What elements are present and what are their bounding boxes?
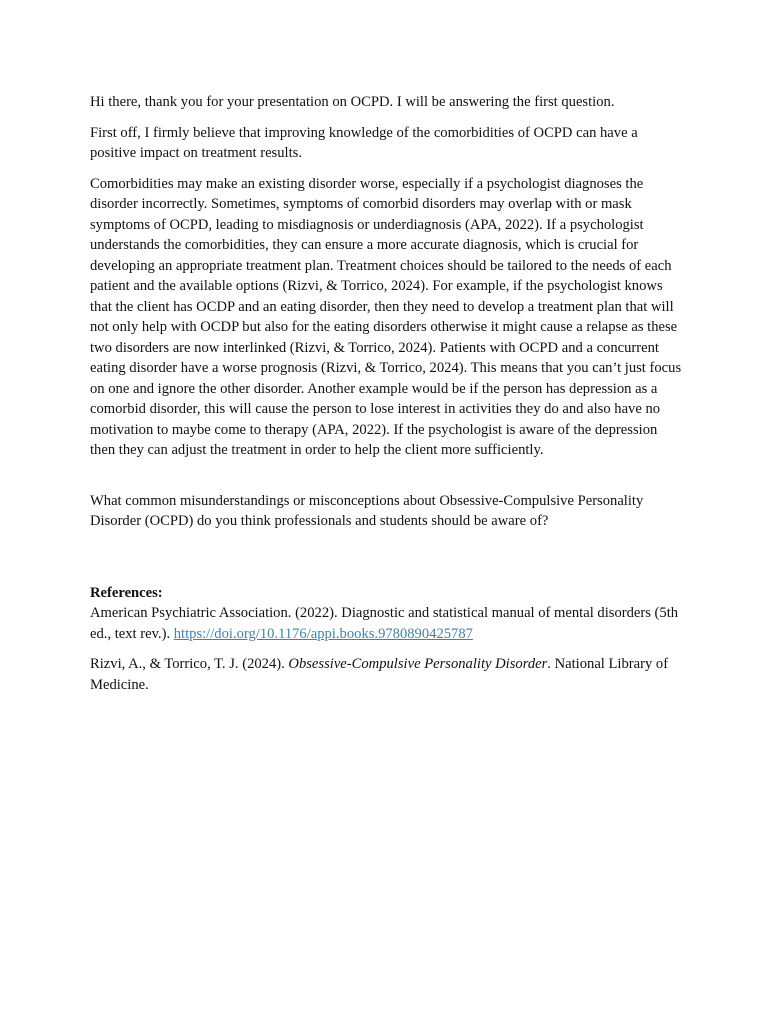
reference-apa (90, 603, 682, 644)
body-paragraph: Comorbidities may make an existing disorder worse, especially if a psychologist diagnoses the disorder incorrectly. Sometimes, symptoms of comorbid disorders may overlap with or mask symptoms of OCPD, leading to misdiagnosis or underdiagnosis (APA, 2022). If a psychologist understands the comorbidities, they can ensure a more accurate diagnosis, which is crucial for developing an appropriate treatment plan. Treatment choices should be tailored to the needs of each patient and the available options (Rizvi, & Torrico, 2024). For example, if the psychologist knows that the client has OCDP and an eating disorder, then they need to develop a treatment plan that will not only help with OCDP but also for the eating disorders otherwise it might cause a relapse as these two disorders are now interlinked (Rizvi, & Torrico, 2024). Patients with OCPD and a concurrent eating disorder have a worse prognosis (Rizvi, & Torrico, 2024). This means that you can’t just focus on one and ignore the other disorder. Another example would be if the person has depression as a comorbid disorder, this will cause the person to lose interest in activities they do and also have no motivation to maybe come to therapy (APA, 2022). If the psychologist is aware of the depression then they can adjust the treatment in order to help the client more sufficiently. (90, 175, 682, 458)
reference-apa-text: American Psychiatric Association. (2022). Diagnostic and statistical manual of mental disorders (5th ed., text rev.). (90, 605, 679, 642)
doi-link[interactable]: https://doi.org/10.1176/appi.books.9780890425787 (173, 625, 473, 642)
intro-paragraph: First off, I firmly believe that improving knowledge of the comorbidities of OCPD can have a positive impact on treatment results. (90, 124, 638, 161)
spacer (90, 471, 682, 491)
reference-rizvi (90, 654, 682, 695)
document-body (90, 92, 682, 705)
question-paragraph: What common misunderstandings or misconceptions about Obsessive-Compulsive Personality Disorder (OCPD) do you think professionals and students should be aware of? (90, 492, 644, 529)
reference-rizvi-title: Obsessive-Compulsive Personality Disorder (288, 656, 548, 672)
references-heading: References: (90, 584, 163, 601)
spacer (90, 542, 682, 583)
reference-rizvi-authors: Rizvi, A., & Torrico, T. J. (2024). (90, 656, 289, 672)
reference-rizvi-rest: . National Library of Medicine. (90, 656, 669, 693)
greeting-paragraph: Hi there, thank you for your presentation on OCPD. I will be answering the first question. (90, 94, 615, 110)
